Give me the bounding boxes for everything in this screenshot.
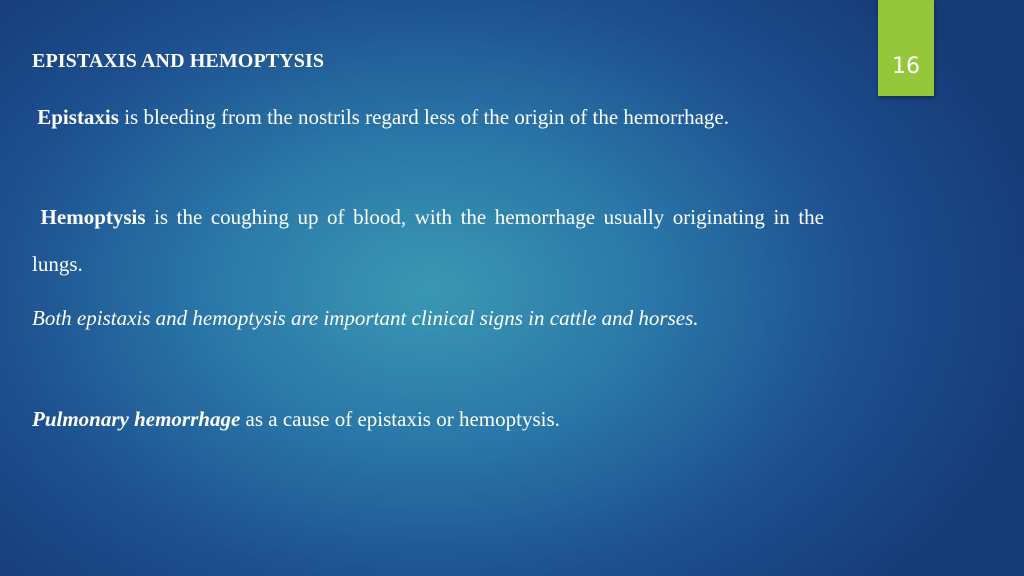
paragraph-epistaxis-text: is bleeding from the nostrils regard less of the origin of the hemorrhage. [118,105,729,129]
paragraph-pulmonary-hemorrhage-text: as a cause of epistaxis or hemoptysis. [240,407,560,431]
term-pulmonary-hemorrhage: Pulmonary hemorrhage [32,407,241,431]
paragraph-hemoptysis-text: is the coughing up of blood, with the hemorrhage usually originating in the lungs. [32,205,824,276]
paragraph-clinical-signs-text: Both epistaxis and hemoptysis are important clinical signs in cattle and horses. [32,306,699,330]
paragraph-pulmonary-hemorrhage [32,396,824,443]
paragraph-clinical-signs [32,295,824,342]
page-number: 16 [892,54,920,79]
slide-title: EPISTAXIS AND HEMOPTYSIS [32,50,325,72]
paragraph-epistaxis [32,94,824,141]
term-hemoptysis: Hemoptysis [40,205,146,229]
term-epistaxis: Epistaxis [37,105,119,129]
page-number-badge [878,0,934,96]
paragraph-hemoptysis [32,194,824,288]
